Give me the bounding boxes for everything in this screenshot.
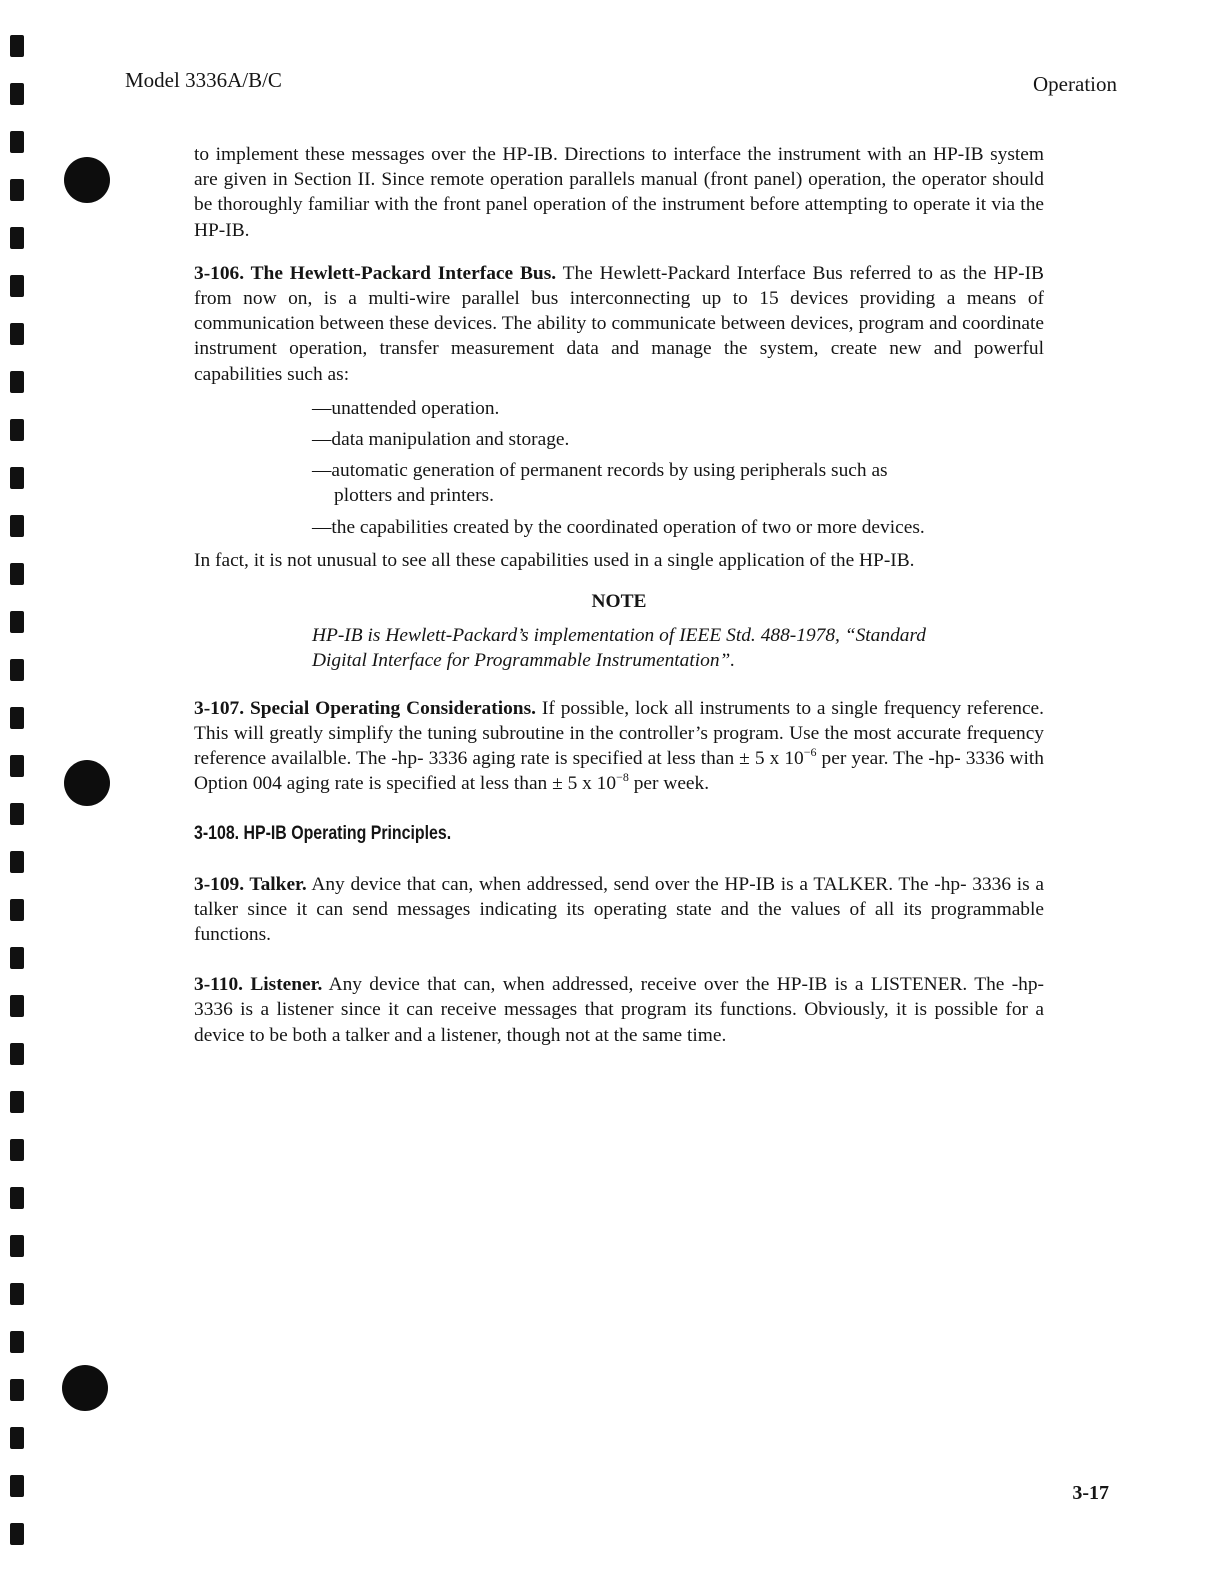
binding-square: [10, 131, 24, 153]
binding-square: [10, 275, 24, 297]
binding-square: [10, 611, 24, 633]
binding-square: [10, 1331, 24, 1353]
binding-square: [10, 659, 24, 681]
binding-square: [10, 83, 24, 105]
section-text: If possible, lock all instruments to a single frequency reference. This will greatly simplify the tuning subroutine in the controller’s program. Use the most accurate frequency reference availalble. The -hp- 3336 aging rate is specified at less than ± 5 x 10: [194, 697, 1045, 770]
note-body: HP-IB is Hewlett-Packard’s implementation of IEEE Std. 488-1978, “Standard Digital Interface for Programmable Instrumentation”.: [312, 625, 926, 672]
section-3-108: [194, 821, 1044, 846]
punch-hole: [64, 760, 110, 806]
binding-square: [10, 1139, 24, 1161]
page-number: 3-17: [1072, 1482, 1109, 1504]
binding-square: [10, 323, 24, 345]
section-heading: 3-109. Talker.: [194, 873, 307, 895]
section-3-109: [194, 872, 1044, 948]
list-item: —the capabilities created by the coordinated operation of two or more devices.: [312, 516, 925, 538]
note-title: NOTE: [591, 591, 647, 613]
section-text: The Hewlett-Packard Interface Bus referred to as the HP-IB from now on, is a multi-wire parallel bus interconnecting up to 15 devices providing a means of communication between these devices. The ability to communicate between devices, program and coordinate instrument operation, transfer measurement data and manage the system, create new and powerful capabilities such as:: [194, 262, 1044, 385]
binding-square: [10, 371, 24, 393]
section-3-107: [194, 696, 1044, 797]
binding-square: [10, 803, 24, 825]
section-heading: 3-110. Listener.: [194, 974, 323, 996]
binding-square: [10, 1187, 24, 1209]
binding-square: [10, 467, 24, 489]
binding-square: [10, 1379, 24, 1401]
section-3-106: [194, 261, 1044, 387]
section-3-110: [194, 972, 1044, 1048]
binding-square: [10, 1043, 24, 1065]
list-item: —data manipulation and storage.: [312, 429, 570, 451]
capabilities-list: [194, 396, 1044, 540]
list-item: —automatic generation of permanent records by using peripherals such as plotters and printers.: [312, 460, 888, 507]
section-heading: 3-106. The Hewlett-Packard Interface Bus.: [194, 262, 557, 284]
binding-square: [10, 899, 24, 921]
binding-square: [10, 851, 24, 873]
list-item: —unattended operation.: [312, 397, 500, 419]
capabilities-closing: In fact, it is not unusual to see all these capabilities used in a single application of the HP-IB.: [194, 549, 915, 571]
binding-square: [10, 707, 24, 729]
binding-square: [10, 1427, 24, 1449]
binding-square: [10, 995, 24, 1017]
header-section: Operation: [1033, 72, 1117, 96]
exponent: −8: [616, 770, 629, 785]
section-text: Any device that can, when addressed, send over the HP-IB is a TALKER. The -hp- 3336 is a talker since it can send messages indicating its operating state and the values of all its programmable functions.: [194, 873, 1044, 946]
binding-square: [10, 1475, 24, 1497]
binding-square: [10, 179, 24, 201]
binding-square: [10, 1235, 24, 1257]
binding-square: [10, 515, 24, 537]
binding-square: [10, 755, 24, 777]
binding-square: [10, 1283, 24, 1305]
punch-hole: [64, 157, 110, 203]
page-body: [194, 142, 1044, 1073]
binding-strip: [0, 0, 60, 1584]
intro-paragraph: to implement these messages over the HP-IB. Directions to interface the instrument with an HP-IB system are given in Section II. Since remote operation parallels manual (front panel) operation, the operator should be thoroughly familiar with the front panel operation of the instrument before attempting to operate it via the HP-IB.: [194, 144, 1044, 241]
section-heading: 3-107. Special Operating Considerations.: [194, 697, 536, 719]
exponent: −6: [803, 745, 817, 760]
binding-square: [10, 1091, 24, 1113]
binding-square: [10, 35, 24, 57]
section-text: per week.: [628, 773, 710, 795]
section-heading: 3-108. HP-IB Operating Principles.: [194, 822, 452, 845]
binding-square: [10, 947, 24, 969]
section-text: Any device that can, when addressed, receive over the HP-IB is a LISTENER. The -hp- 3336 is a listener since it can receive messages that program its functions. Obviously, it is possible for a device to be both a talker and a listener, though not at the same time.: [194, 974, 1044, 1046]
header-model: Model 3336A/B/C: [125, 68, 282, 92]
section-text: per year. The -hp- 3336 with Option 004 aging rate is specified at less than ± 5 x 10: [194, 748, 1045, 795]
binding-square: [10, 1523, 24, 1545]
binding-square: [10, 227, 24, 249]
binding-square: [10, 419, 24, 441]
binding-square: [10, 563, 24, 585]
punch-hole: [62, 1365, 108, 1411]
